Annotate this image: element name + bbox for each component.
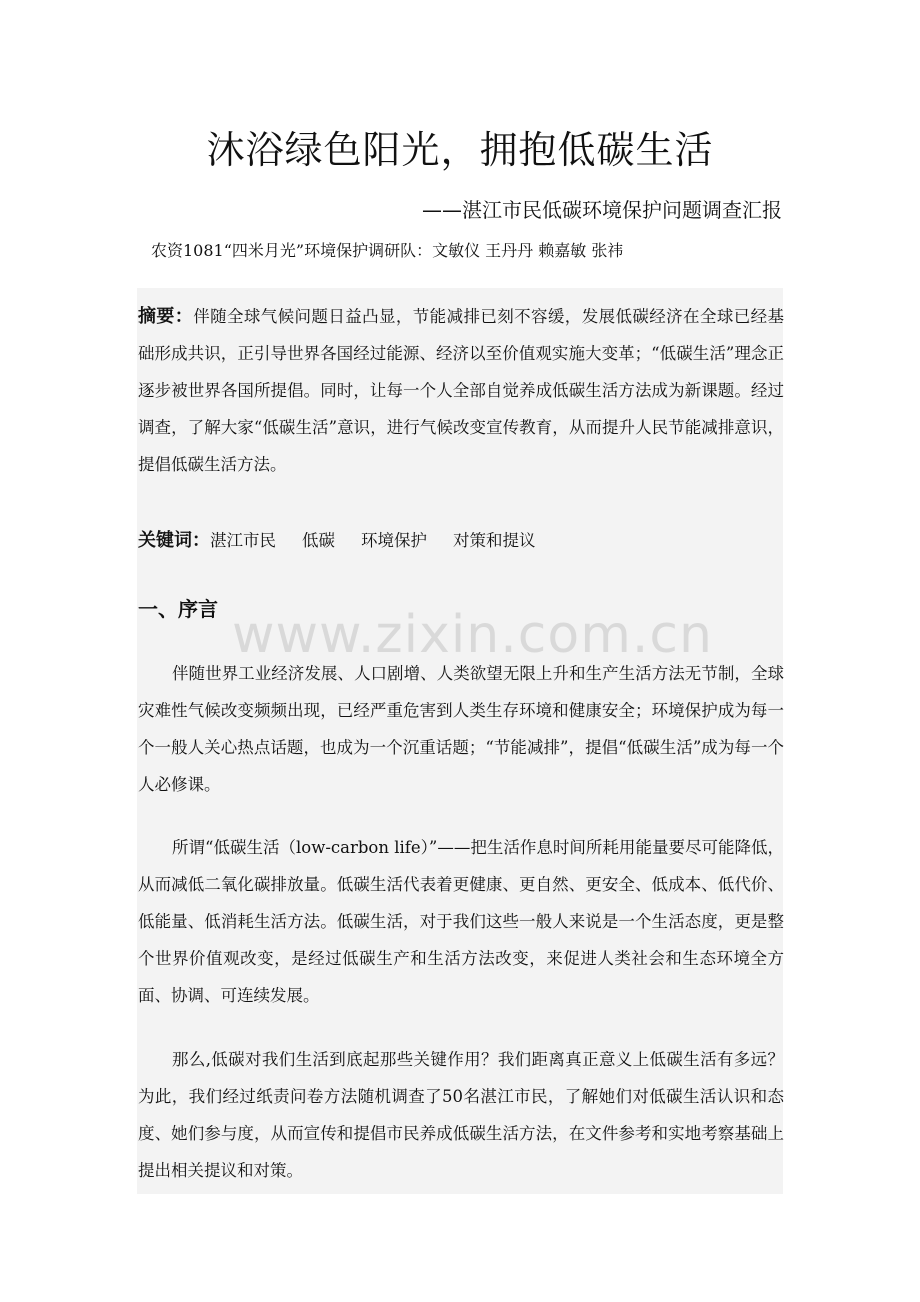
- body-paragraph-2: 所谓“低碳生活（low-carbon life）”——把生活作息时间所耗用能量要尽可能降低，从而减低二氧化碳排放量。低碳生活代表着更健康、更自然、更安全、低成本、低代价、低能量、低消耗生活方法。低碳生活，对于我们这些一般人来说是一个生活态度，更是整个世界价值观改变，是经过低碳生产和生活方法改变，来促进人类社会和生态环境全方面、协调、可连续发展。: [138, 838, 784, 1005]
- section-heading: 一、序言: [138, 597, 218, 621]
- keywords-line: [138, 522, 784, 559]
- author-line: 农资1081“四米月光”环境保护调研队：文敏仪 王丹丹 赖嘉敏 张祎: [151, 241, 624, 260]
- abstract-paragraph: [138, 298, 784, 483]
- body-paragraph-1: 伴随世界工业经济发展、人口剧增、人类欲望无限上升和生产生活方法无节制，全球灾难性气候改变频频出现，已经严重危害到人类生存环境和健康安全；环境保护成为每一个一般人关心热点话题，也成为一个沉重话题；“节能减排”，提倡“低碳生活”成为每一个人必修课。: [138, 664, 784, 794]
- document-subtitle: ——湛江市民低碳环境保护问题调查汇报: [422, 198, 782, 222]
- body-paragraph-3: 那么,低碳对我们生活到底起那些关键作用？我们距离真正意义上低碳生活有多远？为此，我们经过纸责问卷方法随机调查了50名湛江市民，了解她们对低碳生活认识和态度、她们参与度，从而宣传和提倡市民养成低碳生活方法，在文件参考和实地考察基础上提出相关提议和对策。: [138, 1050, 784, 1180]
- abstract-text: 伴随全球气候问题日益凸显，节能减排已刻不容缓，发展低碳经济在全球已经基础形成共识，正引导世界各国经过能源、经济以至价值观实施大变革；“低碳生活”理念正逐步被世界各国所提倡。同时，让每一个人全部自觉养成低碳生活方法成为新课题。经过调查，了解大家“低碳生活”意识，进行气候改变宣传教育，从而提升人民节能减排意识，提倡低碳生活方法。: [138, 307, 785, 474]
- keyword-item: 环境保护: [361, 531, 427, 550]
- document-title: 沐浴绿色阳光，拥抱低碳生活: [206, 128, 714, 172]
- keyword-item: 湛江市民: [210, 531, 276, 550]
- keyword-item: 对策和提议: [453, 531, 536, 550]
- keyword-item: 低碳: [302, 531, 335, 550]
- abstract-label: 摘要：: [138, 306, 194, 327]
- watermark: www.zixin.com.cn: [232, 605, 713, 665]
- keywords-label: 关键词：: [138, 530, 210, 551]
